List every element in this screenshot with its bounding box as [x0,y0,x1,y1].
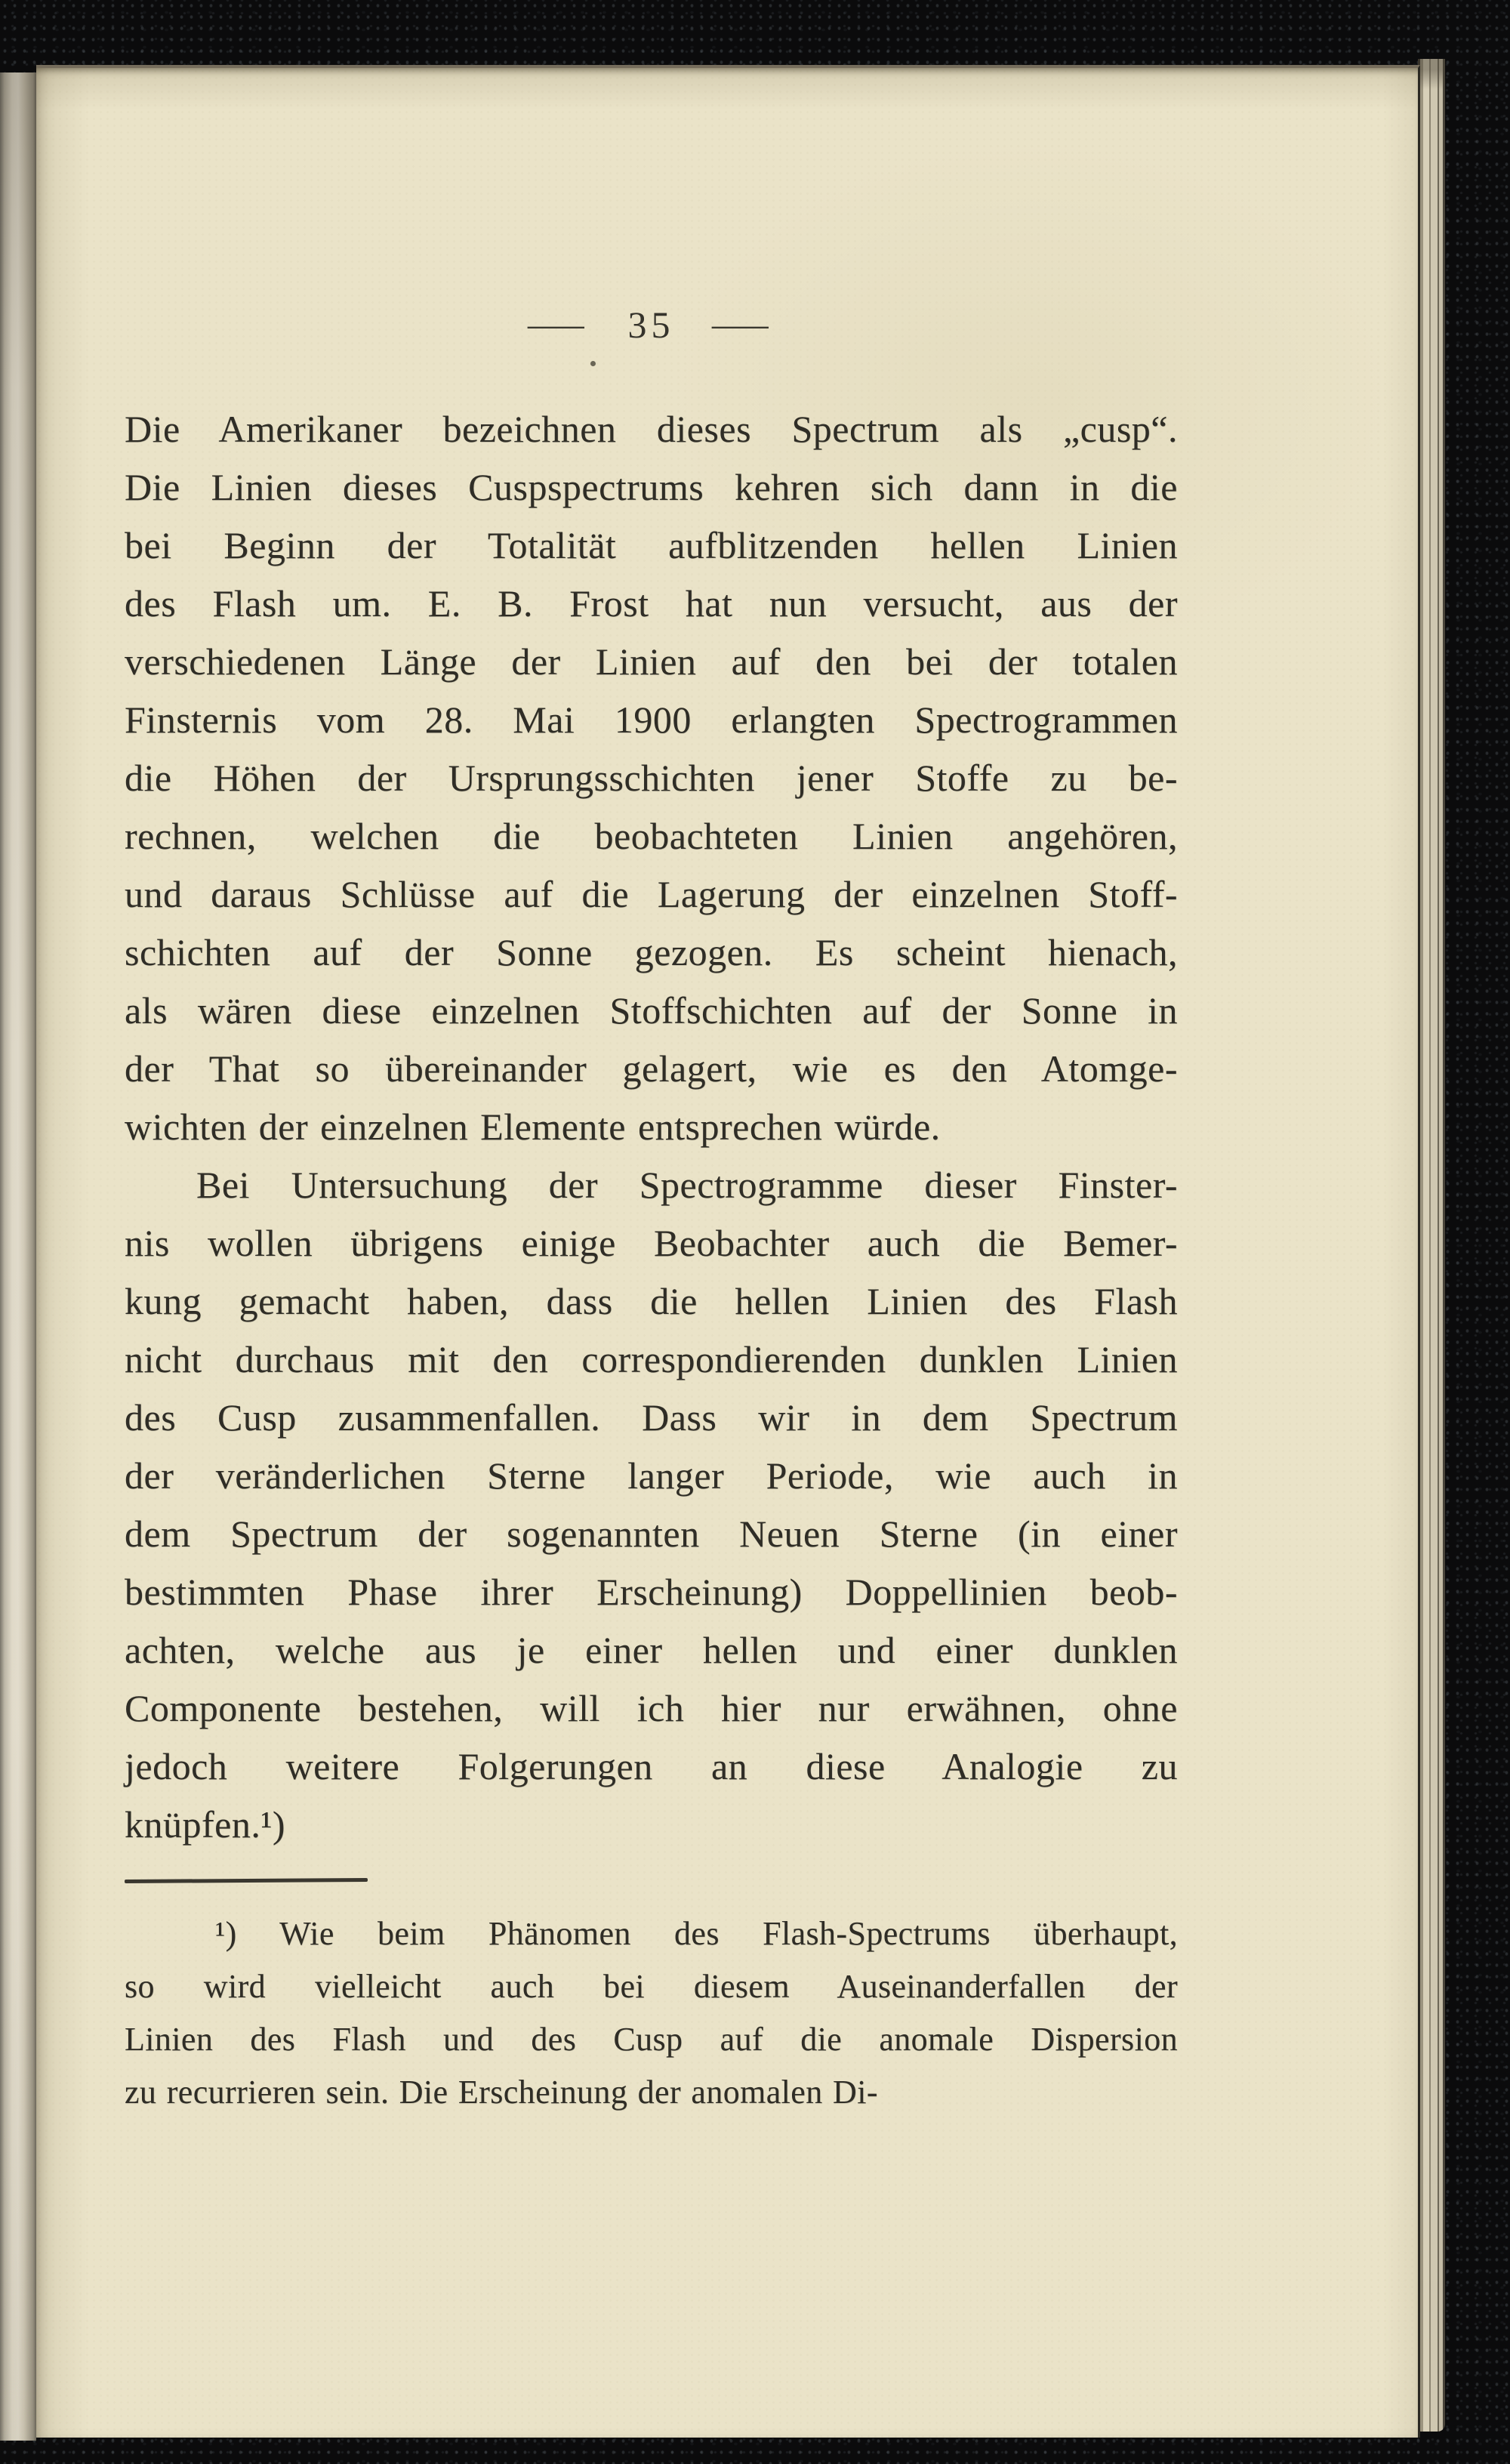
text-line: Finsternis vom 28. Mai 1900 erlangten Spectrogrammen [125,698,1178,741]
page-header [125,301,1178,349]
text-line: des Flash um. E. B. Frost hat nun versucht, aus der [125,582,1178,624]
text-line: nicht durchaus mit den correspondierenden dunklen Linien [125,1338,1178,1380]
paragraph [125,400,1178,1156]
text-line: verschiedenen Länge der Linien auf den bei der totalen [125,640,1178,683]
text-line: wichten der einzelnen Elemente entsprechen würde. [125,1106,941,1148]
text-line: die Höhen der Ursprungsschichten jener Stoffe zu be- [125,757,1178,799]
text-line: rechnen, welchen die beobachteten Linien angehören, [125,815,1178,857]
facing-page-curled-edge [0,72,36,2441]
footnote-paragraph [125,1907,1178,2119]
body-text [125,400,1178,1854]
text-line: zu recurrieren sein. Die Erscheinung der anomalen Di- [125,2074,878,2111]
header-dash-right: — [711,304,775,344]
book-page [36,65,1420,2438]
text-line: als wären diese einzelnen Stoffschichten auf der Sonne in [125,989,1178,1032]
page-block-fore-edge [1418,59,1445,2432]
footnote-text [125,1907,1178,2119]
text-line: achten, welche aus je einer hellen und einer dunklen [125,1629,1178,1671]
text-line: des Cusp zusammenfallen. Dass wir in dem Spectrum [125,1396,1178,1439]
text-line: Bei Untersuchung der Spectrogramme dieser Finster- [196,1164,1178,1206]
paragraph [125,1156,1178,1854]
text-line: nis wollen übrigens einige Beobachter auch die Bemer- [125,1222,1178,1264]
text-line: Linien des Flash und des Cusp auf die anomale Dispersion [125,2021,1178,2058]
text-line: so wird vielleicht auch bei diesem Auseinanderfallen der [125,1968,1178,2005]
text-line: der That so übereinander gelagert, wie es den Atomge- [125,1047,1178,1090]
page-number: 35 [627,304,675,346]
text-line: knüpfen.¹) [125,1803,285,1846]
header-dash-left: — [527,304,591,344]
text-line: ¹) Wie beim Phänomen des Flash-Spectrums überhaupt, [215,1915,1178,1952]
paper-speck [590,361,596,366]
text-line: Die Amerikaner bezeichnen dieses Spectrum als „cusp“. [125,408,1178,450]
text-line: Componente bestehen, will ich hier nur erwähnen, ohne [125,1687,1178,1729]
footnote-separator [125,1878,368,1883]
text-line: und daraus Schlüsse auf die Lagerung der einzelnen Stoff- [125,873,1178,915]
text-line: bei Beginn der Totalität aufblitzenden hellen Linien [125,524,1178,566]
text-line: jedoch weitere Folgerungen an diese Analogie zu [125,1745,1178,1787]
text-line: schichten auf der Sonne gezogen. Es scheint hienach, [125,931,1178,973]
text-line: der veränderlichen Sterne langer Periode, wie auch in [125,1454,1178,1497]
text-line: kung gemacht haben, dass die hellen Linien des Flash [125,1280,1178,1322]
text-line: dem Spectrum der sogenannten Neuen Sterne (in einer [125,1513,1178,1555]
text-line: Die Linien dieses Cuspspectrums kehren sich dann in die [125,466,1178,508]
text-line: bestimmten Phase ihrer Erscheinung) Doppellinien beob- [125,1571,1178,1613]
